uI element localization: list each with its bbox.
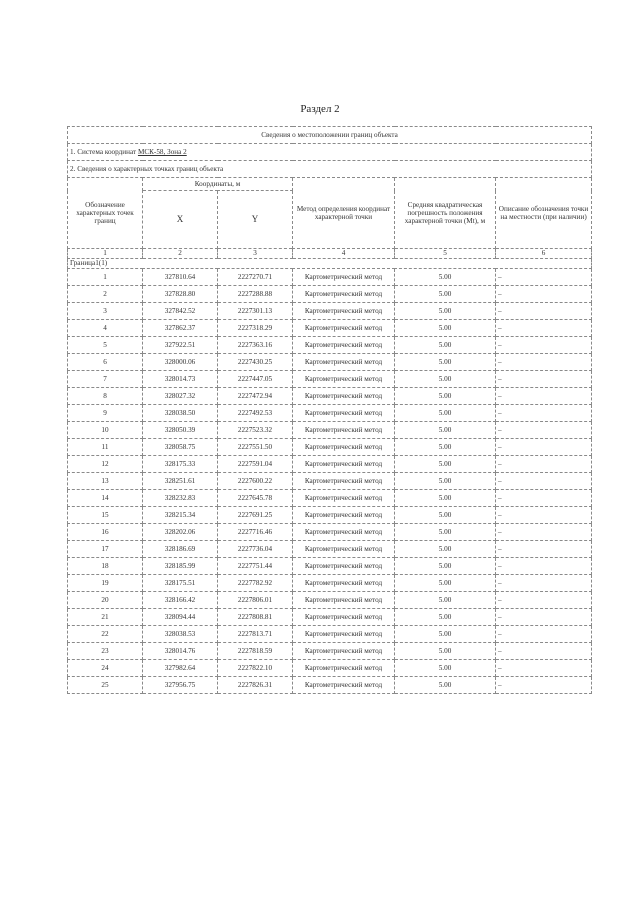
cell-accuracy: 5.00 [395,575,496,592]
cell-coord-x: 328038.53 [143,626,218,643]
cell-description: – [496,541,592,558]
cell-method: Картометрический метод [293,541,395,558]
table-row [68,337,592,354]
cell-method: Картометрический метод [293,609,395,626]
col-index-5: 5 [395,249,496,259]
cell-accuracy: 5.00 [395,371,496,388]
cell-method: Картометрический метод [293,558,395,575]
table-heading: Сведения о местоположении границ объекта [68,127,592,144]
cell-coord-y: 2227691.25 [218,507,293,524]
cell-coord-y: 2227301.13 [218,303,293,320]
cell-accuracy: 5.00 [395,507,496,524]
header-accuracy: Средняя квадратическая погрешность положения характерной точки (Mt), м [395,178,496,249]
cell-point-number: 16 [68,524,143,541]
cell-coord-x: 328215.34 [143,507,218,524]
cell-point-number: 14 [68,490,143,507]
table-row [68,558,592,575]
cell-point-number: 2 [68,286,143,303]
cell-description: – [496,439,592,456]
cell-accuracy: 5.00 [395,269,496,286]
cell-point-number: 18 [68,558,143,575]
cell-point-number: 7 [68,371,143,388]
cell-point-number: 13 [68,473,143,490]
cell-coord-y: 2227318.29 [218,320,293,337]
cell-accuracy: 5.00 [395,660,496,677]
header-description: Описание обозначения точки на местности (при наличии) [496,178,592,249]
table-row [68,677,592,694]
cell-coord-y: 2227472.94 [218,388,293,405]
table-row [68,609,592,626]
coordinate-system-prefix: 1. Система координат [70,147,138,156]
cell-point-number: 21 [68,609,143,626]
header-y: Y [218,191,293,249]
cell-point-number: 10 [68,422,143,439]
cell-coord-x: 327828.80 [143,286,218,303]
cell-coord-x: 328050.39 [143,422,218,439]
cell-accuracy: 5.00 [395,592,496,609]
cell-method: Картометрический метод [293,269,395,286]
header-method: Метод определения координат характерной точки [293,178,395,249]
cell-coord-y: 2227806.01 [218,592,293,609]
cell-coord-x: 328185.99 [143,558,218,575]
cell-coord-y: 2227430.25 [218,354,293,371]
table-row [68,626,592,643]
cell-coord-y: 2227523.32 [218,422,293,439]
cell-coord-x: 328000.06 [143,354,218,371]
cell-method: Картометрический метод [293,286,395,303]
cell-coord-y: 2227447.05 [218,371,293,388]
cell-accuracy: 5.00 [395,626,496,643]
cell-accuracy: 5.00 [395,405,496,422]
cell-method: Картометрический метод [293,677,395,694]
table-row [68,286,592,303]
cell-coord-y: 2227600.22 [218,473,293,490]
table-row [68,541,592,558]
cell-description: – [496,524,592,541]
cell-coord-x: 328058.75 [143,439,218,456]
cell-coord-x: 328202.06 [143,524,218,541]
cell-coord-y: 2227363.16 [218,337,293,354]
cell-description: – [496,303,592,320]
cell-accuracy: 5.00 [395,456,496,473]
cell-method: Картометрический метод [293,456,395,473]
cell-description: – [496,643,592,660]
cell-method: Картометрический метод [293,439,395,456]
cell-method: Картометрический метод [293,405,395,422]
cell-point-number: 11 [68,439,143,456]
cell-description: – [496,592,592,609]
cell-description: – [496,388,592,405]
cell-point-number: 17 [68,541,143,558]
cell-accuracy: 5.00 [395,609,496,626]
cell-method: Картометрический метод [293,660,395,677]
table-row [68,643,592,660]
cell-description: – [496,626,592,643]
col-index-3: 3 [218,249,293,259]
table-row [68,490,592,507]
cell-accuracy: 5.00 [395,439,496,456]
cell-coord-x: 328166.42 [143,592,218,609]
cell-point-number: 24 [68,660,143,677]
col-index-2: 2 [143,249,218,259]
cell-coord-y: 2227751.44 [218,558,293,575]
cell-coord-y: 2227716.46 [218,524,293,541]
table-row [68,473,592,490]
cell-accuracy: 5.00 [395,677,496,694]
cell-coord-x: 327922.51 [143,337,218,354]
cell-description: – [496,456,592,473]
table-row [68,354,592,371]
coordinate-system-row [68,144,592,161]
table-row [68,320,592,337]
cell-description: – [496,286,592,303]
cell-description: – [496,354,592,371]
header-designation: Обозначение характерных точек границ [68,178,143,249]
cell-method: Картометрический метод [293,490,395,507]
cell-point-number: 4 [68,320,143,337]
cell-coord-y: 2227591.04 [218,456,293,473]
cell-accuracy: 5.00 [395,303,496,320]
cell-description: – [496,660,592,677]
cell-point-number: 8 [68,388,143,405]
boundary-label: Граница1(1) [68,259,592,269]
cell-accuracy: 5.00 [395,354,496,371]
table-row [68,592,592,609]
cell-method: Картометрический метод [293,422,395,439]
cell-description: – [496,320,592,337]
cell-description: – [496,422,592,439]
cell-coord-x: 328014.73 [143,371,218,388]
cell-method: Картометрический метод [293,388,395,405]
cell-coord-x: 328014.76 [143,643,218,660]
cell-description: – [496,337,592,354]
cell-coord-y: 2227822.10 [218,660,293,677]
cell-coord-x: 328251.61 [143,473,218,490]
cell-coord-x: 327956.75 [143,677,218,694]
cell-method: Картометрический метод [293,473,395,490]
points-info-heading: 2. Сведения о характерных точках границ объекта [68,161,592,178]
cell-accuracy: 5.00 [395,558,496,575]
cell-coord-x: 327982.64 [143,660,218,677]
cell-point-number: 15 [68,507,143,524]
cell-coord-x: 328094.44 [143,609,218,626]
boundary-points-table [67,126,592,694]
table-row [68,388,592,405]
cell-method: Картометрический метод [293,303,395,320]
cell-accuracy: 5.00 [395,286,496,303]
col-index-4: 4 [293,249,395,259]
cell-coord-y: 2227813.71 [218,626,293,643]
cell-coord-y: 2227645.78 [218,490,293,507]
cell-method: Картометрический метод [293,575,395,592]
cell-description: – [496,609,592,626]
coordinate-system-value: МСК-58, Зона 2 [137,147,187,156]
cell-description: – [496,575,592,592]
cell-coord-y: 2227492.53 [218,405,293,422]
cell-point-number: 25 [68,677,143,694]
table-row [68,575,592,592]
cell-method: Картометрический метод [293,320,395,337]
header-x: X [143,191,218,249]
cell-description: – [496,405,592,422]
col-index-6: 6 [496,249,592,259]
section-title: Раздел 2 [300,103,340,115]
cell-point-number: 22 [68,626,143,643]
cell-coord-y: 2227782.92 [218,575,293,592]
cell-coord-y: 2227288.88 [218,286,293,303]
cell-coord-x: 328038.50 [143,405,218,422]
cell-method: Картометрический метод [293,354,395,371]
cell-accuracy: 5.00 [395,422,496,439]
table-row [68,269,592,286]
cell-method: Картометрический метод [293,337,395,354]
cell-accuracy: 5.00 [395,524,496,541]
cell-point-number: 20 [68,592,143,609]
col-index-1: 1 [68,249,143,259]
cell-accuracy: 5.00 [395,337,496,354]
cell-description: – [496,269,592,286]
table-row [68,507,592,524]
cell-accuracy: 5.00 [395,541,496,558]
cell-coord-y: 2227818.59 [218,643,293,660]
cell-accuracy: 5.00 [395,490,496,507]
cell-method: Картометрический метод [293,643,395,660]
cell-point-number: 19 [68,575,143,592]
cell-point-number: 3 [68,303,143,320]
cell-method: Картометрический метод [293,507,395,524]
cell-description: – [496,558,592,575]
table-row [68,524,592,541]
cell-coord-x: 328175.51 [143,575,218,592]
cell-coord-x: 327810.64 [143,269,218,286]
cell-point-number: 12 [68,456,143,473]
cell-method: Картометрический метод [293,524,395,541]
cell-coord-x: 328027.32 [143,388,218,405]
cell-description: – [496,371,592,388]
table-row [68,303,592,320]
cell-coord-x: 327862.37 [143,320,218,337]
cell-coord-y: 2227270.71 [218,269,293,286]
table-row [68,660,592,677]
cell-point-number: 6 [68,354,143,371]
cell-description: – [496,473,592,490]
cell-accuracy: 5.00 [395,320,496,337]
cell-coord-y: 2227736.04 [218,541,293,558]
table-row [68,422,592,439]
cell-coord-x: 328186.69 [143,541,218,558]
table-row [68,456,592,473]
cell-coord-x: 328175.33 [143,456,218,473]
cell-accuracy: 5.00 [395,388,496,405]
cell-method: Картометрический метод [293,371,395,388]
header-coordinates: Координаты, м [143,178,293,191]
cell-method: Картометрический метод [293,626,395,643]
cell-coord-x: 327842.52 [143,303,218,320]
cell-method: Картометрический метод [293,592,395,609]
cell-point-number: 9 [68,405,143,422]
cell-description: – [496,490,592,507]
cell-accuracy: 5.00 [395,643,496,660]
cell-description: – [496,507,592,524]
cell-accuracy: 5.00 [395,473,496,490]
cell-coord-x: 328232.83 [143,490,218,507]
cell-point-number: 1 [68,269,143,286]
table-row [68,405,592,422]
cell-point-number: 5 [68,337,143,354]
cell-coord-y: 2227826.31 [218,677,293,694]
cell-coord-y: 2227551.50 [218,439,293,456]
table-row [68,439,592,456]
cell-coord-y: 2227808.81 [218,609,293,626]
table-row [68,371,592,388]
cell-point-number: 23 [68,643,143,660]
cell-description: – [496,677,592,694]
